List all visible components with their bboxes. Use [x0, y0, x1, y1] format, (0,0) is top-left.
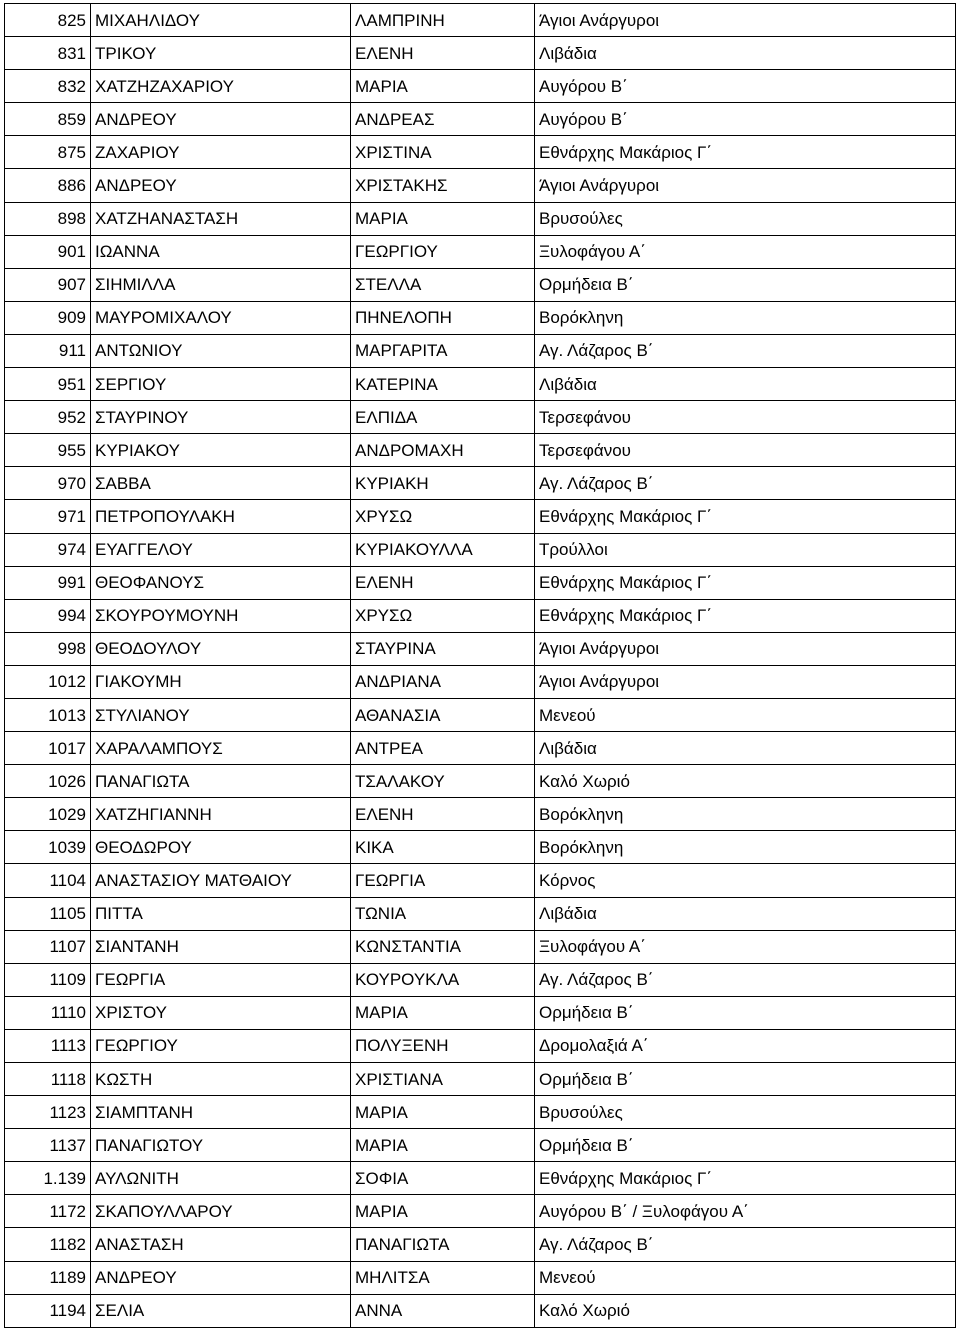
table-row [5, 1129, 956, 1162]
record-number-cell: 1113 [5, 1029, 91, 1062]
first-name-cell: ΜΑΡΙΑ [351, 70, 535, 103]
area-cell: Καλό Χωριό [535, 765, 956, 798]
table-row [5, 1063, 956, 1096]
surname-cell: ΘΕΟΔΟΥΛΟΥ [91, 632, 351, 665]
record-number-cell: 832 [5, 70, 91, 103]
table-row [5, 1162, 956, 1195]
table-row [5, 698, 956, 731]
table-row [5, 136, 956, 169]
first-name-cell: ΜΑΡΙΑ [351, 1096, 535, 1129]
area-cell: Καλό Χωριό [535, 1294, 956, 1327]
first-name-cell: ΚΙΚΑ [351, 831, 535, 864]
surname-cell: ΣΕΡΓΙΟΥ [91, 368, 351, 401]
area-cell: Άγιοι Ανάργυροι [535, 4, 956, 37]
table-row [5, 930, 956, 963]
area-cell: Βορόκληνη [535, 831, 956, 864]
area-cell: Ορμήδεια Β΄ [535, 1063, 956, 1096]
surname-cell: ΣΙΗΜΙΛΛΑ [91, 268, 351, 301]
surname-cell: ΣΤΥΛΙΑΝΟΥ [91, 698, 351, 731]
table-row [5, 798, 956, 831]
surname-cell: ΑΝΔΡΕΟΥ [91, 169, 351, 202]
surname-cell: ΚΩΣΤΗ [91, 1063, 351, 1096]
record-number-cell: 1039 [5, 831, 91, 864]
record-number-cell: 907 [5, 268, 91, 301]
surname-cell: ΘΕΟΔΩΡΟΥ [91, 831, 351, 864]
record-number-cell: 825 [5, 4, 91, 37]
table-row [5, 202, 956, 235]
record-number-cell: 898 [5, 202, 91, 235]
table-row [5, 500, 956, 533]
table-row [5, 765, 956, 798]
area-cell: Αυγόρου Β΄ [535, 70, 956, 103]
record-number-cell: 1110 [5, 996, 91, 1029]
registry-table-body [5, 4, 956, 1328]
record-number-cell: 1172 [5, 1195, 91, 1228]
record-number-cell: 1104 [5, 864, 91, 897]
first-name-cell: ΜΑΡΙΑ [351, 1129, 535, 1162]
table-row [5, 1096, 956, 1129]
area-cell: Εθνάρχης Μακάριος Γ΄ [535, 599, 956, 632]
table-row [5, 401, 956, 434]
first-name-cell: ΕΛΠΙΔΑ [351, 401, 535, 434]
record-number-cell: 1109 [5, 963, 91, 996]
first-name-cell: ΕΛΕΝΗ [351, 798, 535, 831]
surname-cell: ΓΕΩΡΓΙΟΥ [91, 1029, 351, 1062]
table-row [5, 665, 956, 698]
first-name-cell: ΤΩΝΙΑ [351, 897, 535, 930]
record-number-cell: 1.139 [5, 1162, 91, 1195]
table-row [5, 732, 956, 765]
area-cell: Λιβάδια [535, 368, 956, 401]
surname-cell: ΑΝΑΣΤΑΣΙΟΥ ΜΑΤΘΑΙΟΥ [91, 864, 351, 897]
table-row [5, 37, 956, 70]
first-name-cell: ΚΟΥΡΟΥΚΛΑ [351, 963, 535, 996]
record-number-cell: 991 [5, 566, 91, 599]
area-cell: Κόρνος [535, 864, 956, 897]
table-row [5, 533, 956, 566]
record-number-cell: 1189 [5, 1261, 91, 1294]
area-cell: Τρούλλοι [535, 533, 956, 566]
record-number-cell: 1013 [5, 698, 91, 731]
area-cell: Εθνάρχης Μακάριος Γ΄ [535, 136, 956, 169]
area-cell: Λιβάδια [535, 897, 956, 930]
surname-cell: ΠΑΝΑΓΙΩΤΟΥ [91, 1129, 351, 1162]
surname-cell: ΠΕΤΡΟΠΟΥΛΑΚΗ [91, 500, 351, 533]
area-cell: Αυγόρου Β΄ / Ξυλοφάγου Α΄ [535, 1195, 956, 1228]
area-cell: Εθνάρχης Μακάριος Γ΄ [535, 566, 956, 599]
record-number-cell: 1118 [5, 1063, 91, 1096]
table-row [5, 897, 956, 930]
surname-cell: ΣΚΟΥΡΟΥΜΟΥΝΗ [91, 599, 351, 632]
area-cell: Αγ. Λάζαρος Β΄ [535, 334, 956, 367]
record-number-cell: 1107 [5, 930, 91, 963]
record-number-cell: 1012 [5, 665, 91, 698]
surname-cell: ΤΡΙΚΟΥ [91, 37, 351, 70]
first-name-cell: ΕΛΕΝΗ [351, 37, 535, 70]
record-number-cell: 875 [5, 136, 91, 169]
first-name-cell: ΣΤΑΥΡΙΝΑ [351, 632, 535, 665]
first-name-cell: ΜΑΡΙΑ [351, 1195, 535, 1228]
first-name-cell: ΓΕΩΡΓΙΟΥ [351, 235, 535, 268]
record-number-cell: 1017 [5, 732, 91, 765]
area-cell: Τερσεφάνου [535, 401, 956, 434]
table-row [5, 235, 956, 268]
surname-cell: ΑΝΑΣΤΑΣΗ [91, 1228, 351, 1261]
first-name-cell: ΚΑΤΕΡΙΝΑ [351, 368, 535, 401]
first-name-cell: ΧΡΙΣΤΙΝΑ [351, 136, 535, 169]
area-cell: Ορμήδεια Β΄ [535, 268, 956, 301]
area-cell: Τερσεφάνου [535, 434, 956, 467]
surname-cell: ΑΝΔΡΕΟΥ [91, 103, 351, 136]
area-cell: Αγ. Λάζαρος Β΄ [535, 467, 956, 500]
first-name-cell: ΑΝΔΡΙΑΝΑ [351, 665, 535, 698]
first-name-cell: ΑΝΔΡΕΑΣ [351, 103, 535, 136]
area-cell: Βρυσούλες [535, 202, 956, 235]
area-cell: Αγ. Λάζαρος Β΄ [535, 1228, 956, 1261]
surname-cell: ΙΩΑΝΝΑ [91, 235, 351, 268]
record-number-cell: 1105 [5, 897, 91, 930]
first-name-cell: ΚΩΝΣΤΑΝΤΙΑ [351, 930, 535, 963]
area-cell: Μενεού [535, 698, 956, 731]
surname-cell: ΣΚΑΠΟΥΛΛΑΡΟΥ [91, 1195, 351, 1228]
record-number-cell: 1137 [5, 1129, 91, 1162]
surname-cell: ΓΙΑΚΟΥΜΗ [91, 665, 351, 698]
first-name-cell: ΑΝΤΡΕΑ [351, 732, 535, 765]
record-number-cell: 909 [5, 301, 91, 334]
surname-cell: ΣΕΛΙΑ [91, 1294, 351, 1327]
first-name-cell: ΤΣΑΛΑΚΟΥ [351, 765, 535, 798]
first-name-cell: ΣΟΦΙΑ [351, 1162, 535, 1195]
surname-cell: ΣΑΒΒΑ [91, 467, 351, 500]
first-name-cell: ΧΡΥΣΩ [351, 500, 535, 533]
surname-cell: ΧΡΙΣΤΟΥ [91, 996, 351, 1029]
table-row [5, 4, 956, 37]
surname-cell: ΧΑΤΖΗΑΝΑΣΤΑΣΗ [91, 202, 351, 235]
record-number-cell: 911 [5, 334, 91, 367]
first-name-cell: ΠΗΝΕΛΟΠΗ [351, 301, 535, 334]
surname-cell: ΑΥΛΩΝΙΤΗ [91, 1162, 351, 1195]
record-number-cell: 859 [5, 103, 91, 136]
first-name-cell: ΠΑΝΑΓΙΩΤΑ [351, 1228, 535, 1261]
table-row [5, 70, 956, 103]
surname-cell: ΣΙΑΜΠΤΑΝΗ [91, 1096, 351, 1129]
record-number-cell: 951 [5, 368, 91, 401]
record-number-cell: 1026 [5, 765, 91, 798]
first-name-cell: ΚΥΡΙΑΚΗ [351, 467, 535, 500]
surname-cell: ΚΥΡΙΑΚΟΥ [91, 434, 351, 467]
table-row [5, 301, 956, 334]
table-row [5, 831, 956, 864]
table-row [5, 434, 956, 467]
area-cell: Άγιοι Ανάργυροι [535, 169, 956, 202]
first-name-cell: ΧΡΥΣΩ [351, 599, 535, 632]
first-name-cell: ΧΡΙΣΤΑΚΗΣ [351, 169, 535, 202]
area-cell: Βορόκληνη [535, 798, 956, 831]
first-name-cell: ΣΤΕΛΛΑ [351, 268, 535, 301]
area-cell: Δρομολαξιά Α΄ [535, 1029, 956, 1062]
first-name-cell: ΕΛΕΝΗ [351, 566, 535, 599]
table-row [5, 467, 956, 500]
table-row [5, 368, 956, 401]
surname-cell: ΠΙΤΤΑ [91, 897, 351, 930]
area-cell: Βρυσούλες [535, 1096, 956, 1129]
area-cell: Ορμήδεια Β΄ [535, 1129, 956, 1162]
table-row [5, 864, 956, 897]
surname-cell: ΣΤΑΥΡΙΝΟΥ [91, 401, 351, 434]
record-number-cell: 971 [5, 500, 91, 533]
registry-table [4, 3, 956, 1328]
record-number-cell: 998 [5, 632, 91, 665]
area-cell: Ξυλοφάγου Α΄ [535, 930, 956, 963]
table-row [5, 169, 956, 202]
first-name-cell: ΑΘΑΝΑΣΙΑ [351, 698, 535, 731]
surname-cell: ΧΑΤΖΗΖΑΧΑΡΙΟΥ [91, 70, 351, 103]
table-row [5, 1195, 956, 1228]
area-cell: Εθνάρχης Μακάριος Γ΄ [535, 500, 956, 533]
surname-cell: ΧΑΤΖΗΓΙΑΝΝΗ [91, 798, 351, 831]
record-number-cell: 1123 [5, 1096, 91, 1129]
table-row [5, 566, 956, 599]
first-name-cell: ΜΑΡΙΑ [351, 996, 535, 1029]
area-cell: Ξυλοφάγου Α΄ [535, 235, 956, 268]
table-row [5, 963, 956, 996]
first-name-cell: ΛΑΜΠΡΙΝΗ [351, 4, 535, 37]
area-cell: Λιβάδια [535, 37, 956, 70]
area-cell: Ορμήδεια Β΄ [535, 996, 956, 1029]
first-name-cell: ΜΑΡΓΑΡΙΤΑ [351, 334, 535, 367]
table-row [5, 334, 956, 367]
first-name-cell: ΠΟΛΥΞΕΝΗ [351, 1029, 535, 1062]
area-cell: Άγιοι Ανάργυροι [535, 632, 956, 665]
record-number-cell: 1029 [5, 798, 91, 831]
surname-cell: ΧΑΡΑΛΑΜΠΟΥΣ [91, 732, 351, 765]
table-row [5, 268, 956, 301]
area-cell: Εθνάρχης Μακάριος Γ΄ [535, 1162, 956, 1195]
record-number-cell: 901 [5, 235, 91, 268]
surname-cell: ΜΑΥΡΟΜΙΧΑΛΟΥ [91, 301, 351, 334]
area-cell: Αγ. Λάζαρος Β΄ [535, 963, 956, 996]
first-name-cell: ΑΝΝΑ [351, 1294, 535, 1327]
first-name-cell: ΜΗΛΙΤΣΑ [351, 1261, 535, 1294]
first-name-cell: ΓΕΩΡΓΙΑ [351, 864, 535, 897]
record-number-cell: 955 [5, 434, 91, 467]
table-row [5, 1228, 956, 1261]
surname-cell: ΕΥΑΓΓΕΛΟΥ [91, 533, 351, 566]
table-row [5, 599, 956, 632]
table-row [5, 1029, 956, 1062]
area-cell: Λιβάδια [535, 732, 956, 765]
record-number-cell: 994 [5, 599, 91, 632]
surname-cell: ΓΕΩΡΓΙΑ [91, 963, 351, 996]
record-number-cell: 952 [5, 401, 91, 434]
record-number-cell: 974 [5, 533, 91, 566]
first-name-cell: ΧΡΙΣΤΙΑΝΑ [351, 1063, 535, 1096]
first-name-cell: ΜΑΡΙΑ [351, 202, 535, 235]
table-row [5, 632, 956, 665]
surname-cell: ΜΙΧΑΗΛΙΔΟΥ [91, 4, 351, 37]
record-number-cell: 1182 [5, 1228, 91, 1261]
area-cell: Βορόκληνη [535, 301, 956, 334]
surname-cell: ΘΕΟΦΑΝΟΥΣ [91, 566, 351, 599]
table-row [5, 1261, 956, 1294]
surname-cell: ΑΝΤΩΝΙΟΥ [91, 334, 351, 367]
table-row [5, 1294, 956, 1327]
area-cell: Μενεού [535, 1261, 956, 1294]
surname-cell: ΣΙΑΝΤΑΝΗ [91, 930, 351, 963]
record-number-cell: 831 [5, 37, 91, 70]
record-number-cell: 1194 [5, 1294, 91, 1327]
table-row [5, 996, 956, 1029]
first-name-cell: ΚΥΡΙΑΚΟΥΛΛΑ [351, 533, 535, 566]
surname-cell: ΠΑΝΑΓΙΩΤΑ [91, 765, 351, 798]
surname-cell: ΑΝΔΡΕΟΥ [91, 1261, 351, 1294]
table-row [5, 103, 956, 136]
area-cell: Αυγόρου Β΄ [535, 103, 956, 136]
record-number-cell: 970 [5, 467, 91, 500]
record-number-cell: 886 [5, 169, 91, 202]
surname-cell: ΖΑΧΑΡΙΟΥ [91, 136, 351, 169]
first-name-cell: ΑΝΔΡΟΜΑΧΗ [351, 434, 535, 467]
area-cell: Άγιοι Ανάργυροι [535, 665, 956, 698]
